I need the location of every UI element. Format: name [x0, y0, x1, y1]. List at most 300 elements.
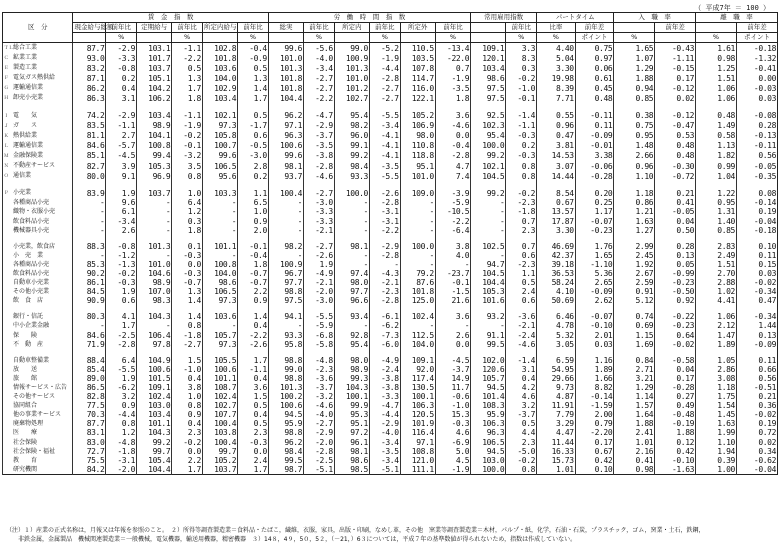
value-cell: 0.6 [106, 296, 137, 305]
value-cell: 2.3 [238, 428, 269, 437]
value-cell: 0.56 [736, 151, 777, 161]
value-cell: - [202, 251, 237, 260]
value-cell: 0.11 [736, 356, 777, 365]
table-row [3, 161, 778, 171]
value-cell: 0.38 [614, 111, 655, 121]
value-cell: 105.2 [400, 111, 435, 121]
value-cell: 1.31 [696, 207, 737, 216]
value-cell: 95.9 [471, 410, 506, 419]
separator-cell [435, 235, 470, 242]
value-cell: 90.2 [73, 269, 106, 278]
value-cell: 116.4 [400, 428, 435, 437]
value-cell: - [400, 207, 435, 216]
wage-group-header: 賃 金 指 数 [73, 13, 268, 23]
value-cell: 1.40 [696, 217, 737, 226]
value-cell: 3.9 [106, 161, 137, 171]
separator-cell [614, 181, 655, 188]
value-cell: -1.59 [575, 401, 614, 410]
value-cell: 104.9 [137, 356, 172, 365]
value-cell: 6.59 [537, 356, 576, 365]
value-cell: 104.3 [334, 383, 369, 392]
industry-name: 飲食料品小売 [13, 217, 50, 225]
value-cell: 1.49 [696, 121, 737, 131]
value-cell: 6.5 [238, 198, 269, 207]
industry-name: 放 送 [13, 365, 38, 373]
value-cell: -2.9 [369, 419, 400, 428]
value-cell: 6.46 [537, 312, 576, 321]
value-cell: 2.67 [614, 269, 655, 278]
value-cell: 95.1 [400, 161, 435, 171]
value-cell: -4.4 [369, 63, 400, 73]
value-cell: 99.5 [471, 340, 506, 349]
separator-cell [238, 235, 269, 242]
value-cell: -3.4 [369, 438, 400, 447]
value-cell: 2.65 [575, 278, 614, 287]
value-cell: 96.6 [334, 296, 369, 305]
value-cell: 0.8 [172, 321, 203, 330]
value-cell: 2.16 [614, 447, 655, 456]
unit-header: ポイント [736, 33, 777, 43]
value-cell: -4.1 [369, 151, 400, 161]
industry-label-cell [3, 383, 73, 392]
value-cell: 2.3 [172, 428, 203, 437]
value-cell: 1.7 [106, 321, 137, 330]
value-cell: -1.8 [172, 331, 203, 340]
unit-header [655, 33, 696, 43]
industry-label-cell [3, 465, 73, 475]
value-cell: -23.7 [435, 269, 470, 278]
value-cell: - [137, 217, 172, 226]
value-cell: 0.48 [655, 151, 696, 161]
value-cell: 2.6 [435, 331, 470, 340]
value-cell: 96.1 [334, 438, 369, 447]
value-cell: -5.5 [304, 312, 335, 321]
value-cell: 0.96 [614, 161, 655, 171]
value-cell: 105.1 [137, 73, 172, 83]
value-cell: -0.04 [736, 217, 777, 226]
value-cell: 106.2 [137, 93, 172, 103]
value-cell: 98.6 [471, 73, 506, 83]
value-cell: 1.0 [172, 188, 203, 198]
value-cell: -0.28 [575, 171, 614, 181]
value-cell: 3.8 [435, 242, 470, 251]
separator-cell [655, 235, 696, 242]
subcolumn-header: 所定外 [400, 23, 435, 33]
value-cell: 0.8 [172, 171, 203, 181]
value-cell: 1.13 [696, 141, 737, 151]
separator-cell [537, 235, 576, 242]
value-cell: 101.7 [137, 53, 172, 63]
value-cell: 9.73 [537, 383, 576, 392]
value-cell: -0.3 [506, 131, 537, 141]
value-cell: -4.6 [304, 171, 335, 181]
value-cell: 0.49 [655, 401, 696, 410]
value-cell: -5.8 [304, 340, 335, 349]
value-cell: - [137, 198, 172, 207]
value-cell: - [334, 207, 369, 216]
value-cell: 0.5 [172, 63, 203, 73]
value-cell: 4.6 [435, 428, 470, 437]
value-cell: 1.9 [304, 260, 335, 269]
value-cell: 17.87 [537, 217, 576, 226]
value-cell: -1.8 [506, 207, 537, 216]
value-cell: 121.0 [400, 456, 435, 465]
value-cell: 0.56 [736, 374, 777, 383]
industry-label-cell [3, 340, 73, 349]
value-cell: 98.0 [400, 131, 435, 141]
value-cell: 1.7 [172, 83, 203, 93]
separator-cell [73, 349, 106, 356]
value-cell: 0.8 [506, 171, 537, 181]
value-cell: -0.23 [575, 226, 614, 235]
value-cell: -0.06 [575, 161, 614, 171]
value-cell: 1.22 [696, 188, 737, 198]
row-separator [3, 349, 778, 356]
value-cell: 101.3 [334, 63, 369, 73]
value-cell: 104.2 [137, 83, 172, 93]
value-cell: 118.8 [400, 151, 435, 161]
value-cell: 100.1 [334, 392, 369, 401]
value-cell: -2.9 [304, 428, 335, 437]
value-cell: 1.29 [614, 383, 655, 392]
value-cell: 13.57 [537, 207, 576, 216]
value-cell: -6.0 [369, 340, 400, 349]
value-cell: 1.8 [435, 93, 470, 103]
value-cell: -0.41 [736, 63, 777, 73]
value-cell: 2.8 [238, 161, 269, 171]
value-cell: -0.28 [655, 383, 696, 392]
value-cell: 0.17 [655, 73, 696, 83]
value-cell: -3.3 [304, 217, 335, 226]
value-cell: 0.25 [575, 198, 614, 207]
value-cell: 1.02 [696, 287, 737, 296]
value-cell: 11.7 [435, 383, 470, 392]
value-cell: - [334, 198, 369, 207]
value-cell: -1.4 [506, 356, 537, 365]
value-cell: 1.25 [696, 63, 737, 73]
value-cell: 99.6 [202, 151, 237, 161]
separator-cell [614, 104, 655, 111]
value-cell: - [400, 226, 435, 235]
subcolumn-header: 前年比 [506, 23, 537, 33]
value-cell: -2.8 [304, 447, 335, 456]
value-cell: -2.3 [506, 260, 537, 269]
value-cell: 99.6 [268, 151, 303, 161]
value-cell: 92.0 [400, 365, 435, 374]
value-cell: -4.8 [106, 438, 137, 447]
value-cell: -1.8 [106, 447, 137, 456]
row-separator [3, 181, 778, 188]
value-cell: -0.12 [655, 83, 696, 93]
value-cell: 15.73 [537, 456, 576, 465]
value-cell: 1.5 [238, 392, 269, 401]
value-cell: - [73, 207, 106, 216]
value-cell: -0.22 [655, 312, 696, 321]
value-cell: 109.1 [400, 356, 435, 365]
value-cell: -3.8 [369, 383, 400, 392]
value-cell: 99.2 [137, 438, 172, 447]
value-cell: 1.88 [614, 419, 655, 428]
value-cell: 102.7 [202, 401, 237, 410]
value-cell: -0.5 [238, 141, 269, 151]
value-cell: 102.4 [400, 312, 435, 321]
unit-header: % [506, 33, 537, 43]
value-cell: -4.0 [304, 53, 335, 63]
value-cell: 3.30 [537, 226, 576, 235]
separator-cell [3, 235, 73, 242]
value-cell: 97.4 [334, 269, 369, 278]
value-cell: 0.0 [238, 447, 269, 456]
unit-header: % [369, 33, 400, 43]
industry-name: 織物・衣服小売 [13, 208, 56, 216]
value-cell: - [334, 217, 369, 226]
value-cell: -2.8 [369, 251, 400, 260]
value-cell: 0.84 [614, 356, 655, 365]
value-cell: - [435, 321, 470, 330]
industry-code: Ｊ [4, 123, 9, 129]
value-cell: -0.2 [106, 269, 137, 278]
value-cell: 1.8 [172, 93, 203, 103]
value-cell: 99.2 [471, 188, 506, 198]
value-cell: 4.47 [537, 428, 576, 437]
value-cell: 94.5 [471, 383, 506, 392]
value-cell: -0.11 [575, 111, 614, 121]
value-cell: 0.67 [575, 447, 614, 456]
value-cell: 101.5 [137, 374, 172, 383]
value-cell: 0.9 [238, 296, 269, 305]
industry-label-cell [3, 365, 73, 374]
value-cell: 5.36 [575, 269, 614, 278]
value-cell: 1.99 [696, 428, 737, 437]
value-cell: -0.7 [172, 278, 203, 287]
value-cell: - [268, 207, 303, 216]
value-cell: 2.2 [172, 456, 203, 465]
value-cell: 2.62 [575, 296, 614, 305]
value-cell: 101.0 [137, 260, 172, 269]
value-cell: 100.6 [202, 365, 237, 374]
value-cell: 97.1 [400, 438, 435, 447]
value-cell: 105.5 [202, 356, 237, 365]
value-cell: 0.47 [537, 131, 576, 141]
value-cell: 0.97 [575, 53, 614, 63]
table-row [3, 43, 778, 54]
value-cell: 1.18 [696, 383, 737, 392]
value-cell: 1.16 [575, 356, 614, 365]
separator-cell [614, 305, 655, 312]
value-cell: 93.3 [268, 331, 303, 340]
value-cell: - [400, 217, 435, 226]
value-cell: - [334, 321, 369, 330]
value-cell: -3.7 [506, 410, 537, 419]
industry-name: 研究機関 [13, 465, 38, 473]
value-cell: - [369, 260, 400, 269]
value-cell: -0.09 [736, 340, 777, 349]
value-cell: 1.69 [614, 340, 655, 349]
industry-label-cell [3, 331, 73, 340]
value-cell: - [202, 217, 237, 226]
table-row [3, 251, 778, 260]
value-cell: 1.7 [238, 465, 269, 475]
value-cell: 2.3 [506, 438, 537, 447]
value-cell: 98.3 [137, 296, 172, 305]
value-cell: -1.11 [655, 53, 696, 63]
value-cell: 0.98 [696, 53, 737, 63]
value-cell: 1.82 [696, 151, 737, 161]
value-cell: 2.88 [696, 278, 737, 287]
value-cell: 108.3 [471, 401, 506, 410]
value-cell: -1.4 [506, 111, 537, 121]
industry-label-cell [3, 131, 73, 141]
value-cell: 1.9 [106, 287, 137, 296]
separator-cell [400, 235, 435, 242]
value-cell: - [73, 226, 106, 235]
value-cell: - [137, 226, 172, 235]
table-row [3, 121, 778, 131]
value-cell: 0.19 [736, 419, 777, 428]
value-cell: 0.47 [736, 296, 777, 305]
separator-cell [172, 349, 203, 356]
value-cell: 50.69 [537, 296, 576, 305]
separator-cell [73, 181, 106, 188]
footnote [6, 526, 776, 544]
separator-cell [537, 104, 576, 111]
value-cell: -1.9 [369, 53, 400, 63]
value-cell: -13.4 [435, 43, 470, 54]
industry-code: Ｐ [4, 191, 9, 197]
value-cell: 120.1 [471, 53, 506, 63]
value-cell: -1.7 [238, 121, 269, 131]
value-cell: 85.3 [73, 260, 106, 269]
value-cell: 103.4 [471, 63, 506, 73]
value-cell: 84.2 [73, 465, 106, 475]
value-cell: 114.7 [400, 73, 435, 83]
value-cell: 82.7 [73, 161, 106, 171]
value-cell: 2.45 [614, 251, 655, 260]
value-cell: 1.01 [614, 438, 655, 447]
value-cell: 0.0 [172, 447, 203, 456]
value-cell: 104.1 [137, 131, 172, 141]
value-cell: 0.41 [655, 198, 696, 207]
value-cell: 71.9 [73, 340, 106, 349]
value-cell: -5.5 [369, 171, 400, 181]
value-cell: 0.67 [537, 198, 576, 207]
value-cell: -0.30 [655, 161, 696, 171]
industry-label-cell [3, 198, 73, 207]
value-cell: 0.45 [575, 83, 614, 93]
value-cell: 1.8 [172, 226, 203, 235]
table-row [3, 410, 778, 419]
value-cell: -0.4 [435, 141, 470, 151]
value-cell: 1.7 [238, 356, 269, 365]
value-cell: 0.02 [736, 438, 777, 447]
value-cell: -1.3 [106, 260, 137, 269]
value-cell: -3.8 [304, 151, 335, 161]
value-cell: 1.3 [172, 287, 203, 296]
value-cell: 101.8 [400, 287, 435, 296]
value-cell: 87.7 [73, 43, 106, 54]
industry-label-cell [3, 217, 73, 226]
subcolumn-header [471, 23, 506, 33]
subcolumn-header: 所定内 [334, 23, 369, 33]
value-cell: 101.3 [268, 63, 303, 73]
value-cell: 104.4 [471, 278, 506, 287]
value-cell: -1.10 [575, 260, 614, 269]
value-cell: 0.5 [506, 278, 537, 287]
separator-cell [506, 181, 537, 188]
value-cell: 1.45 [696, 410, 737, 419]
unit-header: % [537, 33, 576, 43]
value-cell: 2.2 [238, 287, 269, 296]
industry-name: 機械器具小売 [13, 226, 50, 234]
value-cell: 1.8 [238, 260, 269, 269]
unit-header: % [435, 33, 470, 43]
value-cell: 101.8 [202, 53, 237, 63]
value-cell: 2.49 [696, 251, 737, 260]
value-cell: 0.27 [655, 392, 696, 401]
value-cell: - [268, 226, 303, 235]
value-cell: 0.95 [614, 131, 655, 141]
value-cell: 98.0 [334, 356, 369, 365]
value-cell: 6.4 [106, 356, 137, 365]
value-cell: -0.3 [172, 269, 203, 278]
value-cell: 112.5 [400, 331, 435, 340]
value-cell: 0.1 [172, 242, 203, 251]
value-cell: -0.34 [736, 312, 777, 321]
value-cell: 100.6 [268, 141, 303, 151]
value-cell: 0.4 [238, 374, 269, 383]
value-cell: -2.7 [369, 93, 400, 103]
value-cell: 104.3 [137, 428, 172, 437]
value-cell: -0.99 [655, 269, 696, 278]
industry-name: 製造工業 [13, 64, 38, 72]
value-cell: -2.7 [304, 83, 335, 93]
subcolumn-header: 前年比 [304, 23, 335, 33]
value-cell: 0.03 [575, 340, 614, 349]
value-cell: 1.01 [537, 465, 576, 475]
value-cell: -0.09 [575, 287, 614, 296]
industry-label-cell [3, 141, 73, 151]
value-cell: 87.7 [73, 419, 106, 428]
value-cell: -0.9 [238, 53, 269, 63]
value-cell: 14.53 [537, 151, 576, 161]
value-cell: -4.6 [304, 401, 335, 410]
value-cell: 94.5 [471, 447, 506, 456]
value-cell: 102.1 [202, 111, 237, 121]
value-cell: 97.1 [268, 121, 303, 131]
value-cell: 7.79 [537, 410, 576, 419]
subcolumn-header: 前年比 [106, 23, 137, 33]
value-cell: 101.2 [334, 83, 369, 93]
value-cell: -2.9 [369, 242, 400, 251]
value-cell: 105.4 [137, 456, 172, 465]
value-cell: - [73, 251, 106, 260]
value-cell: 105.8 [202, 131, 237, 141]
value-cell: 99.9 [334, 401, 369, 410]
industry-label-cell [3, 447, 73, 456]
value-cell: 99.1 [334, 141, 369, 151]
value-cell: -0.2 [506, 188, 537, 198]
value-cell: 106.3 [471, 419, 506, 428]
value-cell: -3.7 [435, 365, 470, 374]
value-cell: - [334, 251, 369, 260]
value-cell: -0.34 [736, 287, 777, 296]
separator-cell [334, 181, 369, 188]
value-cell: 100.6 [137, 365, 172, 374]
value-cell: - [471, 321, 506, 330]
value-cell: -0.18 [736, 226, 777, 235]
industry-name: 各種商品小売 [13, 260, 50, 268]
separator-cell [369, 181, 400, 188]
